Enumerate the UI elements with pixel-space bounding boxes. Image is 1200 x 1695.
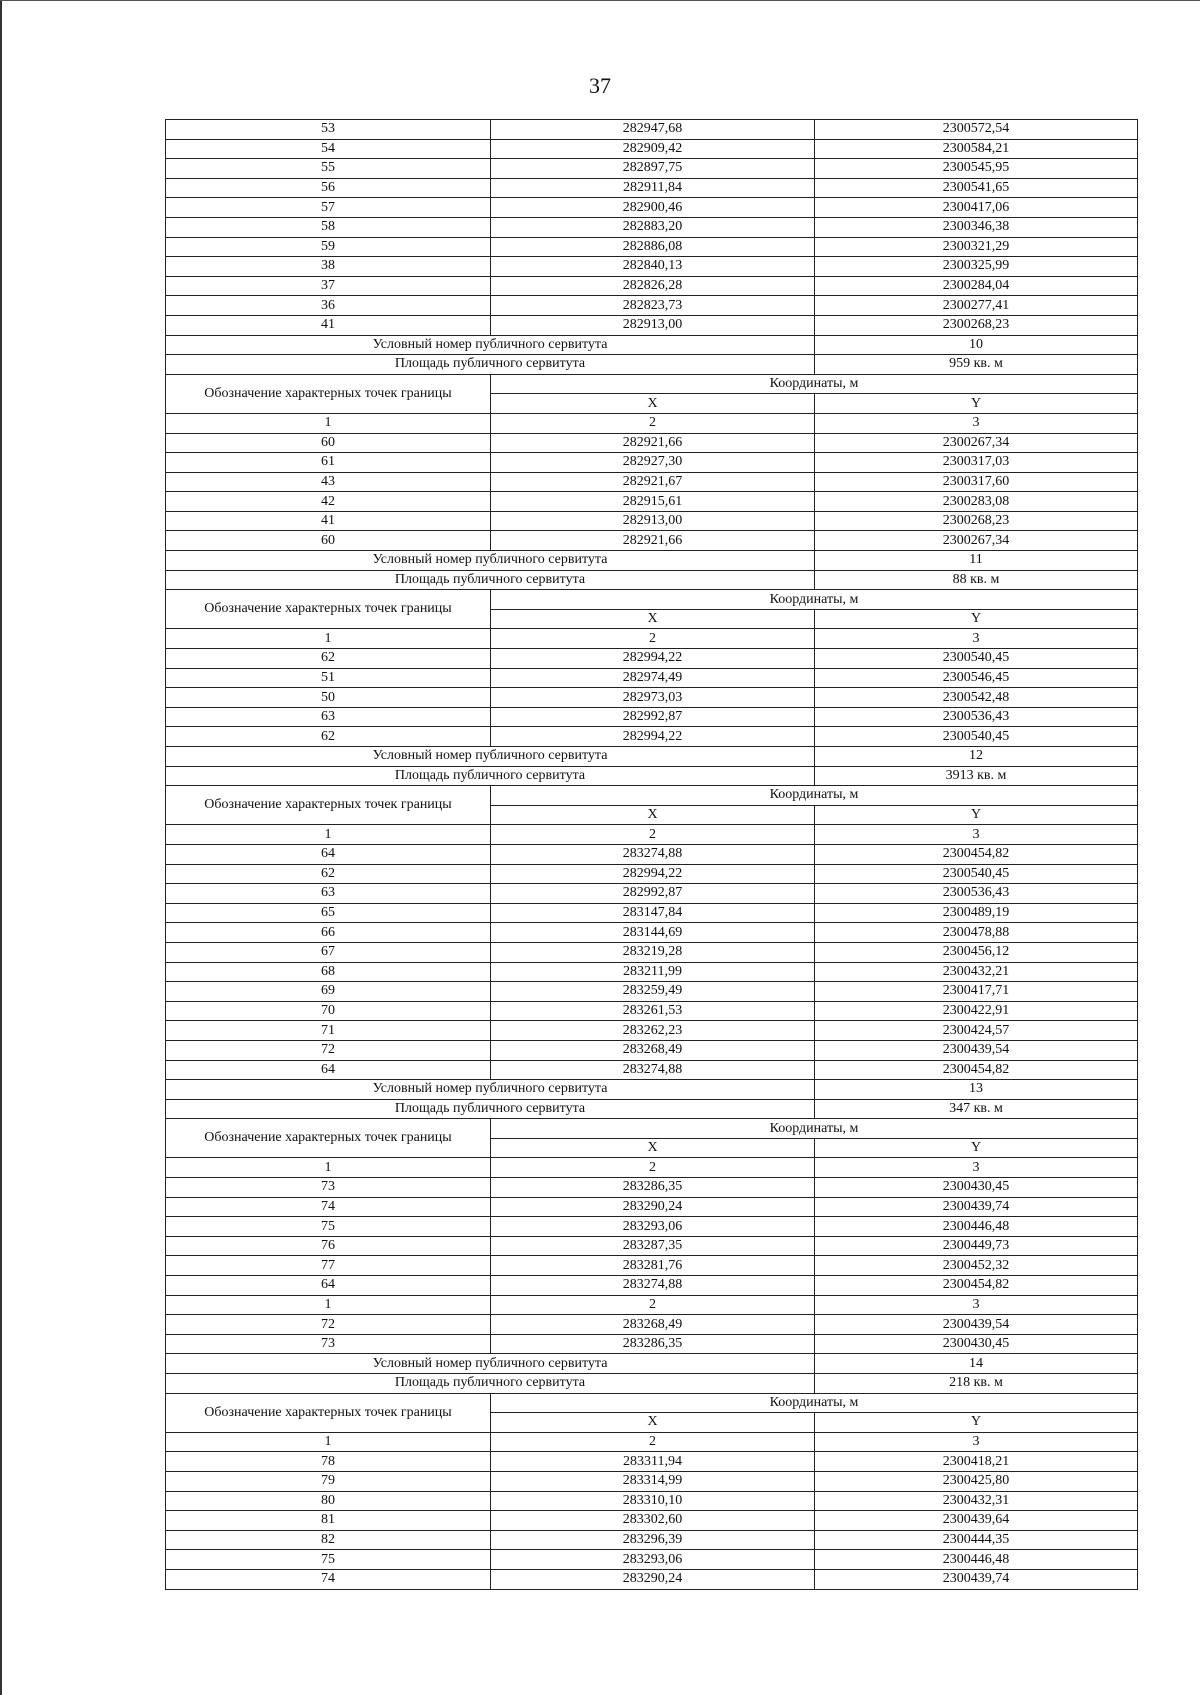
- y-coordinate-cell: 2300439,74: [815, 1569, 1138, 1589]
- table-row: [166, 1491, 1138, 1511]
- point-number-cell: 41: [166, 511, 491, 531]
- y-coordinate-cell: 2300449,73: [815, 1236, 1138, 1256]
- point-number-cell: 62: [166, 649, 491, 669]
- y-coordinate-cell: 2300430,45: [815, 1178, 1138, 1198]
- point-number-cell: 68: [166, 962, 491, 982]
- y-coordinate-cell: 2300478,88: [815, 923, 1138, 943]
- point-number-cell: 82: [166, 1530, 491, 1550]
- point-number-cell: 75: [166, 1550, 491, 1570]
- servitude-area-label: Площадь публичного сервитута: [166, 355, 815, 375]
- table-row: [166, 120, 1138, 140]
- x-coordinate-cell: 283290,24: [491, 1197, 815, 1217]
- x-coordinate-cell: 283286,35: [491, 1178, 815, 1198]
- column-number-row: [166, 1432, 1138, 1452]
- table-header-row: [166, 374, 1138, 394]
- y-coordinate-cell: 2300536,43: [815, 707, 1138, 727]
- x-coordinate-cell: 282974,49: [491, 668, 815, 688]
- points-designation-header: Обозначение характерных точек границы: [166, 374, 491, 413]
- column-number-cell: 1: [166, 1158, 491, 1178]
- point-number-cell: 43: [166, 472, 491, 492]
- point-number-cell: 74: [166, 1569, 491, 1589]
- x-coordinate-cell: 283293,06: [491, 1217, 815, 1237]
- y-coordinate-cell: 2300489,19: [815, 903, 1138, 923]
- point-number-cell: 51: [166, 668, 491, 688]
- x-coordinate-cell: 283290,24: [491, 1569, 815, 1589]
- x-coordinate-cell: 283302,60: [491, 1511, 815, 1531]
- table-row: [166, 217, 1138, 237]
- servitude-number-value: 14: [815, 1354, 1138, 1374]
- x-coordinate-cell: 282973,03: [491, 688, 815, 708]
- point-number-cell: 59: [166, 237, 491, 257]
- servitude-area-row: [166, 570, 1138, 590]
- table-row: [166, 296, 1138, 316]
- table-row: [166, 257, 1138, 277]
- table-row: [166, 649, 1138, 669]
- servitude-number-row: [166, 1354, 1138, 1374]
- point-number-cell: 79: [166, 1471, 491, 1491]
- point-number-cell: 62: [166, 864, 491, 884]
- coordinates-header: Координаты, м: [491, 1119, 1138, 1139]
- servitude-number-label: Условный номер публичного сервитута: [166, 1080, 815, 1100]
- servitude-area-value: 218 кв. м: [815, 1374, 1138, 1394]
- point-number-cell: 78: [166, 1452, 491, 1472]
- table-row: [166, 1315, 1138, 1335]
- table-row: [166, 453, 1138, 473]
- point-number-cell: 63: [166, 884, 491, 904]
- y-coordinate-cell: 2300540,45: [815, 649, 1138, 669]
- servitude-number-row: [166, 747, 1138, 767]
- x-coordinate-cell: 283147,84: [491, 903, 815, 923]
- column-number-cell: 2: [491, 1432, 815, 1452]
- x-coordinate-cell: 283293,06: [491, 1550, 815, 1570]
- column-number-row: [166, 825, 1138, 845]
- table-row: [166, 139, 1138, 159]
- table-row: [166, 1569, 1138, 1589]
- servitude-area-value: 3913 кв. м: [815, 766, 1138, 786]
- y-coordinate-cell: 2300418,21: [815, 1452, 1138, 1472]
- y-coordinate-cell: 2300422,91: [815, 1001, 1138, 1021]
- x-coordinate-cell: 283261,53: [491, 1001, 815, 1021]
- y-coordinate-cell: 2300542,48: [815, 688, 1138, 708]
- x-coordinate-cell: 282927,30: [491, 453, 815, 473]
- servitude-area-label: Площадь публичного сервитута: [166, 1099, 815, 1119]
- point-number-cell: 74: [166, 1197, 491, 1217]
- x-coordinate-cell: 283259,49: [491, 982, 815, 1002]
- y-coordinate-cell: 2300432,21: [815, 962, 1138, 982]
- x-coordinate-cell: 282921,67: [491, 472, 815, 492]
- table-row: [166, 982, 1138, 1002]
- x-coordinate-cell: 2: [491, 1295, 815, 1315]
- column-number-cell: 2: [491, 629, 815, 649]
- point-number-cell: 56: [166, 178, 491, 198]
- y-coordinate-cell: 2300540,45: [815, 727, 1138, 747]
- table-header-row: [166, 1119, 1138, 1139]
- servitude-number-label: Условный номер публичного сервитута: [166, 747, 815, 767]
- y-coordinate-cell: 2300417,71: [815, 982, 1138, 1002]
- table-row: [166, 511, 1138, 531]
- y-coordinate-cell: 2300317,60: [815, 472, 1138, 492]
- table-row: [166, 903, 1138, 923]
- table-row: [166, 1276, 1138, 1296]
- x-coordinate-cell: 282840,13: [491, 257, 815, 277]
- point-number-cell: 70: [166, 1001, 491, 1021]
- servitude-number-value: 13: [815, 1080, 1138, 1100]
- coordinates-table: [165, 119, 1138, 1590]
- x-coordinate-cell: 283274,88: [491, 1276, 815, 1296]
- x-coordinate-cell: 283296,39: [491, 1530, 815, 1550]
- table-row: [166, 198, 1138, 218]
- table-row: [166, 923, 1138, 943]
- table-row: [166, 1452, 1138, 1472]
- y-coordinate-cell: 2300430,45: [815, 1334, 1138, 1354]
- y-coordinate-cell: 2300439,64: [815, 1511, 1138, 1531]
- y-coordinate-cell: 2300346,38: [815, 217, 1138, 237]
- point-number-cell: 77: [166, 1256, 491, 1276]
- x-coordinate-cell: 282913,00: [491, 315, 815, 335]
- table-row: [166, 962, 1138, 982]
- x-coordinate-cell: 283287,35: [491, 1236, 815, 1256]
- servitude-area-row: [166, 1099, 1138, 1119]
- point-number-cell: 41: [166, 315, 491, 335]
- servitude-number-value: 10: [815, 335, 1138, 355]
- y-coordinate-cell: 2300572,54: [815, 120, 1138, 140]
- y-coordinate-cell: 2300267,34: [815, 531, 1138, 551]
- table-header-row: [166, 1393, 1138, 1413]
- table-row: [166, 1236, 1138, 1256]
- y-coordinate-cell: 2300452,32: [815, 1256, 1138, 1276]
- servitude-number-label: Условный номер публичного сервитута: [166, 1354, 815, 1374]
- y-coordinate-cell: 2300584,21: [815, 139, 1138, 159]
- coordinates-header: Координаты, м: [491, 786, 1138, 806]
- servitude-area-label: Площадь публичного сервитута: [166, 1374, 815, 1394]
- x-coordinate-cell: 283274,88: [491, 1060, 815, 1080]
- x-coordinate-cell: 282913,00: [491, 511, 815, 531]
- servitude-area-value: 959 кв. м: [815, 355, 1138, 375]
- scan-edge-top: [0, 0, 1200, 1]
- y-header: Y: [815, 1138, 1138, 1158]
- x-coordinate-cell: 282883,20: [491, 217, 815, 237]
- table-row: [166, 884, 1138, 904]
- y-coordinate-cell: 2300536,43: [815, 884, 1138, 904]
- table-row: [166, 492, 1138, 512]
- y-coordinate-cell: 2300540,45: [815, 864, 1138, 884]
- point-number-cell: 75: [166, 1217, 491, 1237]
- table-row: [166, 472, 1138, 492]
- page-number: 37: [589, 73, 611, 98]
- point-number-cell: 81: [166, 1511, 491, 1531]
- x-coordinate-cell: 282994,22: [491, 727, 815, 747]
- point-number-cell: 54: [166, 139, 491, 159]
- y-coordinate-cell: 2300417,06: [815, 198, 1138, 218]
- x-coordinate-cell: 282921,66: [491, 433, 815, 453]
- y-coordinate-cell: 2300424,57: [815, 1021, 1138, 1041]
- x-coordinate-cell: 282823,73: [491, 296, 815, 316]
- x-coordinate-cell: 282909,42: [491, 139, 815, 159]
- table-row: [166, 1060, 1138, 1080]
- y-coordinate-cell: 2300439,54: [815, 1040, 1138, 1060]
- x-coordinate-cell: 283314,99: [491, 1471, 815, 1491]
- point-number-cell: 62: [166, 727, 491, 747]
- table-row: [166, 1021, 1138, 1041]
- point-number-cell: 37: [166, 276, 491, 296]
- y-coordinate-cell: 2300432,31: [815, 1491, 1138, 1511]
- coordinates-header: Координаты, м: [491, 374, 1138, 394]
- servitude-area-row: [166, 766, 1138, 786]
- point-number-cell: 64: [166, 1060, 491, 1080]
- points-designation-header: Обозначение характерных точек границы: [166, 1119, 491, 1158]
- point-number-cell: 67: [166, 942, 491, 962]
- point-number-cell: 53: [166, 120, 491, 140]
- point-number-cell: 36: [166, 296, 491, 316]
- table-row: [166, 237, 1138, 257]
- y-coordinate-cell: 2300456,12: [815, 942, 1138, 962]
- servitude-number-row: [166, 335, 1138, 355]
- point-number-cell: 69: [166, 982, 491, 1002]
- point-number-cell: 64: [166, 1276, 491, 1296]
- y-coordinate-cell: 2300439,74: [815, 1197, 1138, 1217]
- y-coordinate-cell: 2300454,82: [815, 844, 1138, 864]
- table-row: [166, 1295, 1138, 1315]
- scan-edge: [0, 0, 2, 1695]
- table-row: [166, 315, 1138, 335]
- x-header: X: [491, 1413, 815, 1433]
- point-number-cell: 58: [166, 217, 491, 237]
- x-header: X: [491, 394, 815, 414]
- y-coordinate-cell: 2300541,65: [815, 178, 1138, 198]
- point-number-cell: 61: [166, 453, 491, 473]
- x-coordinate-cell: 282921,66: [491, 531, 815, 551]
- column-number-cell: 1: [166, 413, 491, 433]
- column-number-cell: 1: [166, 825, 491, 845]
- table-row: [166, 1530, 1138, 1550]
- column-number-row: [166, 413, 1138, 433]
- y-coordinate-cell: 2300277,41: [815, 296, 1138, 316]
- x-coordinate-cell: 283211,99: [491, 962, 815, 982]
- point-number-cell: 66: [166, 923, 491, 943]
- y-coordinate-cell: 2300267,34: [815, 433, 1138, 453]
- column-number-cell: 1: [166, 1432, 491, 1452]
- table-row: [166, 727, 1138, 747]
- x-coordinate-cell: 283286,35: [491, 1334, 815, 1354]
- point-number-cell: 72: [166, 1040, 491, 1060]
- x-header: X: [491, 805, 815, 825]
- point-number-cell: 65: [166, 903, 491, 923]
- y-coordinate-cell: 3: [815, 1295, 1138, 1315]
- y-coordinate-cell: 2300546,45: [815, 668, 1138, 688]
- y-coordinate-cell: 2300268,23: [815, 511, 1138, 531]
- table-row: [166, 276, 1138, 296]
- servitude-number-value: 12: [815, 747, 1138, 767]
- x-coordinate-cell: 282915,61: [491, 492, 815, 512]
- y-coordinate-cell: 2300317,03: [815, 453, 1138, 473]
- y-coordinate-cell: 2300268,23: [815, 315, 1138, 335]
- point-number-cell: 1: [166, 1295, 491, 1315]
- x-coordinate-cell: 283274,88: [491, 844, 815, 864]
- y-coordinate-cell: 2300545,95: [815, 159, 1138, 179]
- column-number-cell: 3: [815, 1158, 1138, 1178]
- column-number-cell: 3: [815, 413, 1138, 433]
- point-number-cell: 50: [166, 688, 491, 708]
- table-row: [166, 433, 1138, 453]
- column-number-cell: 1: [166, 629, 491, 649]
- table-row: [166, 1001, 1138, 1021]
- y-coordinate-cell: 2300283,08: [815, 492, 1138, 512]
- point-number-cell: 57: [166, 198, 491, 218]
- column-number-row: [166, 629, 1138, 649]
- table-row: [166, 178, 1138, 198]
- point-number-cell: 63: [166, 707, 491, 727]
- y-coordinate-cell: 2300321,29: [815, 237, 1138, 257]
- y-coordinate-cell: 2300325,99: [815, 257, 1138, 277]
- coordinates-header: Координаты, м: [491, 1393, 1138, 1413]
- x-coordinate-cell: 283281,76: [491, 1256, 815, 1276]
- servitude-number-value: 11: [815, 551, 1138, 571]
- y-coordinate-cell: 2300439,54: [815, 1315, 1138, 1335]
- table-row: [166, 844, 1138, 864]
- servitude-number-label: Условный номер публичного сервитута: [166, 335, 815, 355]
- servitude-area-value: 347 кв. м: [815, 1099, 1138, 1119]
- point-number-cell: 60: [166, 433, 491, 453]
- table-row: [166, 864, 1138, 884]
- column-number-row: [166, 1158, 1138, 1178]
- x-coordinate-cell: 282992,87: [491, 707, 815, 727]
- x-header: X: [491, 609, 815, 629]
- x-coordinate-cell: 282994,22: [491, 864, 815, 884]
- servitude-number-row: [166, 1080, 1138, 1100]
- point-number-cell: 64: [166, 844, 491, 864]
- x-coordinate-cell: 282826,28: [491, 276, 815, 296]
- x-coordinate-cell: 282992,87: [491, 884, 815, 904]
- x-coordinate-cell: 282900,46: [491, 198, 815, 218]
- x-coordinate-cell: 282886,08: [491, 237, 815, 257]
- table-header-row: [166, 590, 1138, 610]
- servitude-area-row: [166, 355, 1138, 375]
- point-number-cell: 73: [166, 1334, 491, 1354]
- x-coordinate-cell: 282897,75: [491, 159, 815, 179]
- points-designation-header: Обозначение характерных точек границы: [166, 786, 491, 825]
- column-number-cell: 3: [815, 1432, 1138, 1452]
- point-number-cell: 73: [166, 1178, 491, 1198]
- table-row: [166, 1471, 1138, 1491]
- table-row: [166, 688, 1138, 708]
- y-coordinate-cell: 2300425,80: [815, 1471, 1138, 1491]
- x-coordinate-cell: 283268,49: [491, 1315, 815, 1335]
- servitude-area-row: [166, 1374, 1138, 1394]
- point-number-cell: 60: [166, 531, 491, 551]
- table-row: [166, 531, 1138, 551]
- servitude-number-label: Условный номер публичного сервитута: [166, 551, 815, 571]
- x-coordinate-cell: 282911,84: [491, 178, 815, 198]
- x-header: X: [491, 1138, 815, 1158]
- table-row: [166, 1178, 1138, 1198]
- points-designation-header: Обозначение характерных точек границы: [166, 590, 491, 629]
- table-row: [166, 1256, 1138, 1276]
- y-header: Y: [815, 1413, 1138, 1433]
- servitude-area-label: Площадь публичного сервитута: [166, 570, 815, 590]
- coordinates-header: Координаты, м: [491, 590, 1138, 610]
- column-number-cell: 3: [815, 629, 1138, 649]
- y-header: Y: [815, 609, 1138, 629]
- y-header: Y: [815, 394, 1138, 414]
- x-coordinate-cell: 283311,94: [491, 1452, 815, 1472]
- table-header-row: [166, 786, 1138, 806]
- column-number-cell: 2: [491, 413, 815, 433]
- table-row: [166, 1040, 1138, 1060]
- y-coordinate-cell: 2300446,48: [815, 1550, 1138, 1570]
- table-row: [166, 1511, 1138, 1531]
- table-row: [166, 707, 1138, 727]
- y-coordinate-cell: 2300454,82: [815, 1276, 1138, 1296]
- y-coordinate-cell: 2300446,48: [815, 1217, 1138, 1237]
- column-number-cell: 3: [815, 825, 1138, 845]
- servitude-area-value: 88 кв. м: [815, 570, 1138, 590]
- servitude-number-row: [166, 551, 1138, 571]
- x-coordinate-cell: 283310,10: [491, 1491, 815, 1511]
- column-number-cell: 2: [491, 825, 815, 845]
- table-row: [166, 1217, 1138, 1237]
- column-number-cell: 2: [491, 1158, 815, 1178]
- servitude-area-label: Площадь публичного сервитута: [166, 766, 815, 786]
- point-number-cell: 80: [166, 1491, 491, 1511]
- x-coordinate-cell: 283219,28: [491, 942, 815, 962]
- x-coordinate-cell: 283268,49: [491, 1040, 815, 1060]
- table-row: [166, 942, 1138, 962]
- y-coordinate-cell: 2300284,04: [815, 276, 1138, 296]
- table-row: [166, 1550, 1138, 1570]
- table-row: [166, 1197, 1138, 1217]
- point-number-cell: 42: [166, 492, 491, 512]
- y-header: Y: [815, 805, 1138, 825]
- point-number-cell: 38: [166, 257, 491, 277]
- y-coordinate-cell: 2300444,35: [815, 1530, 1138, 1550]
- table-row: [166, 1334, 1138, 1354]
- table-row: [166, 159, 1138, 179]
- point-number-cell: 72: [166, 1315, 491, 1335]
- x-coordinate-cell: 283262,23: [491, 1021, 815, 1041]
- x-coordinate-cell: 282947,68: [491, 120, 815, 140]
- table-row: [166, 668, 1138, 688]
- x-coordinate-cell: 282994,22: [491, 649, 815, 669]
- point-number-cell: 71: [166, 1021, 491, 1041]
- point-number-cell: 76: [166, 1236, 491, 1256]
- points-designation-header: Обозначение характерных точек границы: [166, 1393, 491, 1432]
- point-number-cell: 55: [166, 159, 491, 179]
- y-coordinate-cell: 2300454,82: [815, 1060, 1138, 1080]
- x-coordinate-cell: 283144,69: [491, 923, 815, 943]
